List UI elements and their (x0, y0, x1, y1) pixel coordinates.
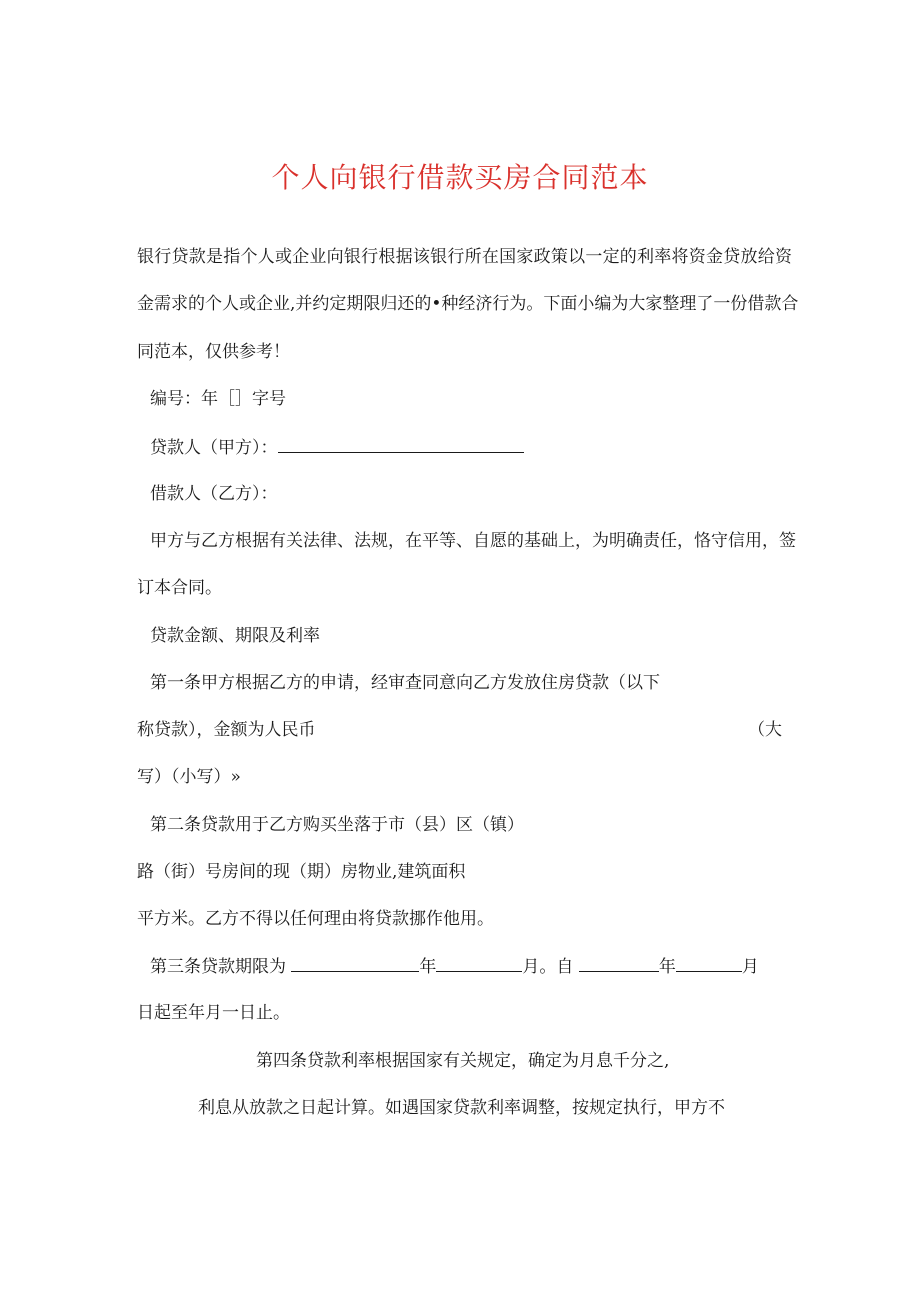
intro-line-2: 金需求的个人或企业,并约定期限归还的•种经济行为。下面小编为大家整理了一份借款合 (137, 294, 799, 314)
article4-line-1: 第四条贷款利率根据国家有关规定，确定为月息千分之, (256, 1051, 670, 1071)
term-month-blank-field[interactable] (436, 953, 522, 972)
contract-number: 编号：年［］字号 (150, 389, 286, 409)
article2-line-3: 平方米。乙方不得以任何理由将贷款挪作他用。 (137, 909, 494, 929)
lender-label: 贷款人（甲方）： (150, 438, 278, 458)
article1-line-1: 第一条甲方根据乙方的申请，经审查同意向乙方发放住房贷款（以下 (150, 673, 660, 693)
agreement-line-1: 甲方与乙方根据有关法律、法规，在平等、自愿的基础上，为明确责任，恪守信用，签 (150, 531, 796, 551)
article3-line-2: 日起至年月一日止。 (137, 1003, 290, 1023)
intro-line-3: 同范本，仅供参考！ (137, 342, 290, 362)
agreement-line-2: 订本合同。 (137, 578, 222, 598)
lender-line (150, 434, 524, 461)
start-year-blank-field[interactable] (579, 953, 659, 972)
article3-prefix: 第三条贷款期限为 (150, 957, 286, 977)
start-month-blank-field[interactable] (676, 953, 742, 972)
borrower-label: 借款人（乙方）： (150, 484, 278, 504)
article4-line-2: 利息从放款之日起计算。如遇国家贷款利率调整，按规定执行，甲方不 (198, 1098, 725, 1118)
article3-line-1 (150, 953, 759, 980)
lender-blank-field[interactable] (278, 434, 524, 453)
article1-line-2-right: （大 (748, 720, 782, 740)
term-blank-field[interactable] (291, 953, 419, 972)
intro-line-1: 银行贷款是指个人或企业向银行根据该银行所在国家政策以一定的利率将资金贷放给资 (137, 247, 792, 267)
document-title: 个人向银行借款买房合同范本 (271, 161, 649, 194)
article2-line-2: 路（街）号房间的现（期）房物业,建筑面积 (137, 862, 466, 882)
article3-year-label: 年 (419, 957, 437, 977)
article1-line-2: 称贷款），金额为人民币 (137, 720, 316, 740)
article2-line-1: 第二条贷款用于乙方购买坐落于市（县）区（镇） (150, 815, 524, 835)
article3-month-label: 月。自 (522, 957, 574, 977)
article3-year2-label: 年 (658, 957, 676, 977)
section-heading: 贷款金额、期限及利率 (150, 626, 320, 646)
article3-month2-label: 月 (741, 957, 759, 977)
article1-line-3: 写）（小写）» (137, 767, 241, 787)
